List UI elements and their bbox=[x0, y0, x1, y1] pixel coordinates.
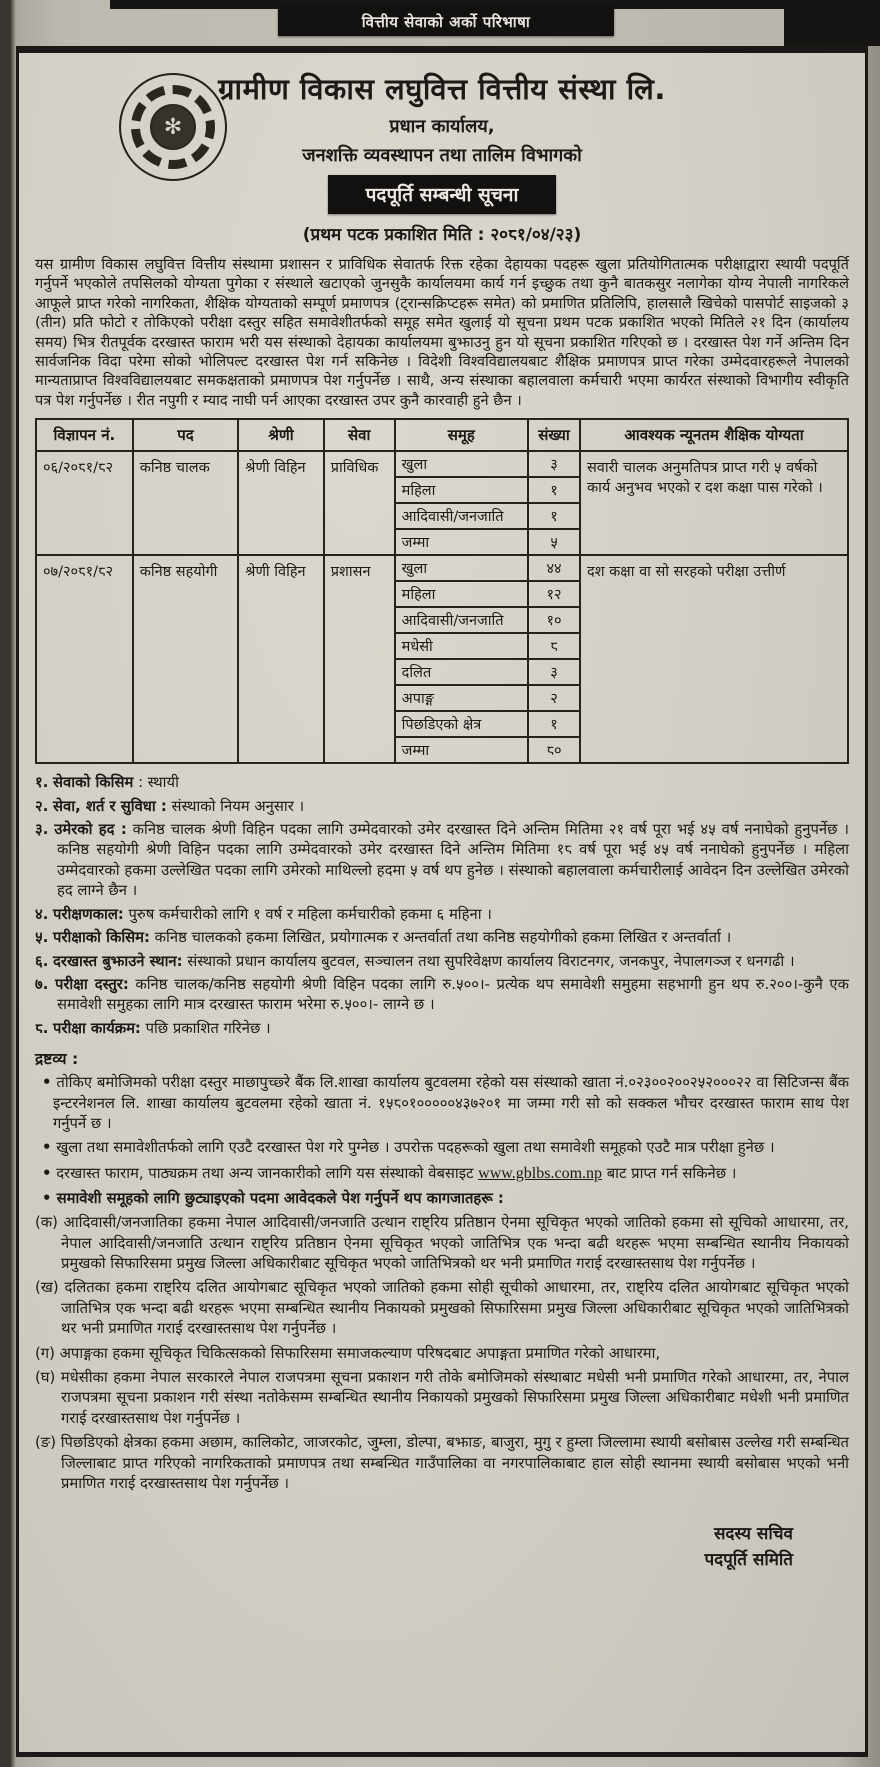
term-label: उमेरको हद : bbox=[54, 821, 127, 839]
vacancy-table bbox=[35, 418, 849, 764]
note-bullet-2 bbox=[35, 1138, 849, 1158]
seal-ring bbox=[131, 85, 215, 169]
column-header-grade: श्रेणी bbox=[238, 419, 324, 451]
qualification-cell: सवारी चालक अनुमतिपत्र प्राप्त गरी ५ वर्षको कार्य अनुभव भएको र दश कक्षा पास गरेको । bbox=[580, 451, 848, 555]
bullet-dot-icon: • bbox=[42, 1139, 52, 1157]
notice-header bbox=[35, 67, 849, 245]
note-bullet-3 bbox=[35, 1163, 849, 1185]
note-bullet-1 bbox=[35, 1073, 849, 1134]
ad-number-cell: ०६/२०८१/८२ bbox=[36, 451, 133, 555]
term-number: ६. bbox=[35, 952, 49, 970]
lettered-item-ka bbox=[35, 1213, 849, 1274]
term-item-6 bbox=[35, 952, 849, 972]
term-item-5 bbox=[35, 928, 849, 948]
notice-border-box bbox=[16, 46, 868, 1757]
term-label: दरखास्त बुझाउने स्थान: bbox=[53, 952, 183, 970]
signature-block bbox=[35, 1521, 849, 1574]
term-label: सेवाको किसिम bbox=[53, 774, 134, 792]
term-label: परीक्षाको किसिम: bbox=[53, 929, 150, 947]
item-letter: (ख) bbox=[35, 1279, 59, 1297]
group-label-cell: जम्मा bbox=[395, 737, 528, 763]
note-bullet-text: दरखास्त फाराम, पाठ्यक्रम तथा अन्य जानकारीको लागि यस संस्थाको वेबसाइट bbox=[56, 1164, 479, 1182]
group-count-cell: ४४ bbox=[528, 555, 580, 581]
term-text: संस्थाको प्रधान कार्यालय बुटवल, सञ्चालन तथा सुपरिवेक्षण कार्यालय विराटनगर, जनकपुर, नेपालगञ्ज र धनगढी । bbox=[187, 952, 795, 970]
term-item-1 bbox=[35, 773, 849, 793]
ad-number-cell: ०७/२०८१/८२ bbox=[36, 555, 133, 763]
scan-corner-block bbox=[784, 0, 880, 46]
term-item-7 bbox=[35, 975, 849, 1016]
column-header-service: सेवा bbox=[324, 419, 395, 451]
lettered-item-kha bbox=[35, 1278, 849, 1339]
term-text: पुरुष कर्मचारीको लागि १ वर्ष र महिला कर्मचारीको हकमा ६ महिना । bbox=[128, 905, 492, 923]
group-count-cell: १ bbox=[528, 477, 580, 503]
department-line: जनशक्ति व्यवस्थापन तथा तालिम विभागको bbox=[302, 145, 582, 166]
group-count-cell: ३ bbox=[528, 659, 580, 685]
group-label-cell: आदिवासी/जनजाति bbox=[395, 607, 528, 633]
term-number: ३. bbox=[35, 821, 49, 839]
note-bullet-4 bbox=[35, 1189, 849, 1209]
website-link: www.gblbs.com.np bbox=[478, 1164, 603, 1182]
term-text: कनिष्ठ चालकको हकमा लिखित, प्रयोगात्मक र अन्तर्वार्ता तथा कनिष्ठ सहयोगीको हकमा लिखित र अन्तर्वार्ता । bbox=[154, 929, 732, 947]
group-label-cell: मधेसी bbox=[395, 633, 528, 659]
newspaper-section-banner bbox=[278, 7, 614, 36]
bullet-dot-icon: • bbox=[42, 1074, 52, 1092]
bullet-dot-icon: • bbox=[42, 1189, 52, 1207]
post-cell: कनिष्ठ सहयोगी bbox=[133, 555, 238, 763]
term-text: कनिष्ठ चालक श्रेणी विहिन पदका लागि उम्मेदवारको उमेर दरखास्त दिने अन्तिम मितिमा २१ वर्ष पूरा भई ४५ वर्ष ननाघेको हुनुपर्नेछ । कनिष्ठ सहयोगी श्रेणी विहिन पदका लागि उम्मेदवारको उमेर दरखास्त दिने अन्तिम मितिमा १८ वर्ष पूरा भई ४५ वर्ष ननाघेको हुनुपर्नेछ । महिला उम्मेदवारको हकमा उल्लेखित पदका लागि उमेरको माथिल्लो हदमा ५ वर्ष थप हुनेछ । संस्थाको बहालवाला कर्मचारीलाई आवेदन दिन उल्लेखित उमेरको हद लाग्ने छैन । bbox=[57, 821, 849, 900]
published-date-line: (प्रथम पटक प्रकाशित मिति : २०८१/०४/२३) bbox=[302, 225, 582, 245]
column-header-ad-no: विज्ञापन नं. bbox=[36, 419, 133, 451]
signature-committee: पदपूर्ति समिति bbox=[704, 1549, 793, 1570]
banner-text: वित्तीय सेवाको अर्को परिभाषा bbox=[361, 12, 531, 31]
item-text: अपाङ्गका हकमा सूचिकृत चिकित्सकको सिफारिसमा समाजकल्याण परिषदबाट अपाङ्गता प्रमाणित गरेको आधारमा, bbox=[59, 1344, 661, 1362]
note-bullet-text: खुला तथा समावेशीतर्फको लागि एउटै दरखास्त पेश गरे पुग्नेछ । उपरोक्त पदहरूको खुला तथा समावेशी समूहको एउटै मात्र परीक्षा हुनेछ । bbox=[56, 1139, 775, 1157]
lettered-item-gha bbox=[35, 1368, 849, 1429]
term-number: ५. bbox=[35, 929, 49, 947]
grade-cell: श्रेणी विहिन bbox=[238, 555, 324, 763]
lettered-item-ga bbox=[35, 1344, 849, 1364]
group-label-cell: खुला bbox=[395, 555, 528, 581]
post-cell: कनिष्ठ चालक bbox=[133, 451, 238, 555]
item-text: आदिवासी/जनजातिका हकमा नेपाल आदिवासी/जनजाति उत्थान राष्ट्रिय प्रतिष्ठान ऐनमा सूचिकृत भएको जातिको हकमा सो सूचिको आधारमा, तर, नेपाल आदिवासी/जनजाति उत्थान राष्ट्रिय प्रतिष्ठान ऐनमा सूचिकृत भएको जातिभित्र एक भन्दा बढी थरहरू भएमा सम्बन्धित स्थानीय निकायको प्रमुखको सिफारिसमा प्रमुख जिल्ला अधिकारीबाट सूचिकृत भएको जातिभित्रको थर भनी प्रमाणित गराई दरखास्तसाथ पेश गर्नुपर्नेछ । bbox=[61, 1214, 849, 1273]
group-count-cell: २ bbox=[528, 685, 580, 711]
group-count-cell: ३ bbox=[528, 451, 580, 477]
term-number: २. bbox=[35, 797, 49, 815]
group-label-cell: जम्मा bbox=[395, 529, 528, 555]
item-letter: (क) bbox=[35, 1214, 58, 1232]
term-item-3 bbox=[35, 820, 849, 902]
item-text: दलितका हकमा राष्ट्रिय दलित आयोगबाट सूचिकृत भएको जातिको हकमा सोही सूचीको आधारमा, तर, राष्ट्रिय दलित आयोगबाट सूचिकृत भएको जातिभित्र एक भन्दा बढी थरहरू भएमा सम्बन्धित स्थानीय निकायको प्रमुखको सिफारिसमा प्रमुख जिल्ला अधिकारीबाट सूचिकृत भएको जातिभित्रको थर भनी प्रमाणित गराई दरखास्तसाथ पेश गर्नुपर्नेछ । bbox=[61, 1279, 849, 1338]
table-row bbox=[36, 555, 848, 581]
item-letter: (ङ) bbox=[35, 1434, 56, 1452]
head-office-line: प्रधान कार्यालय, bbox=[389, 116, 495, 137]
group-label-cell: खुला bbox=[395, 451, 528, 477]
signature-role: सदस्य सचिव bbox=[713, 1523, 793, 1544]
group-count-cell: ८ bbox=[528, 633, 580, 659]
group-count-cell: १० bbox=[528, 607, 580, 633]
item-letter: (ग) bbox=[35, 1344, 55, 1362]
term-item-4 bbox=[35, 905, 849, 925]
qualification-cell: दश कक्षा वा सो सरहको परीक्षा उत्तीर्ण bbox=[580, 555, 848, 763]
grade-cell: श्रेणी विहिन bbox=[238, 451, 324, 555]
intro-paragraph: यस ग्रामीण विकास लघुवित्त वित्तीय संस्थामा प्रशासन र प्राविधिक सेवातर्फ रिक्त रहेका देहायका पदहरू खुला प्रतियोगितात्मक परीक्षाद्वारा स्थायी पदपूर्ति गर्नुपर्ने भएकोले तपसिलको योग्यता पुगेका र संस्थाले खटाएको जुनसुकै कार्यालयमा कार्य गर्न इच्छुक तथा कुनै बातकसुर नलागेका योग्य नेपाली नागरिकले आफूले प्राप्त गरेको नागरिकता, शैक्षिक योग्यताको सम्पूर्ण प्रमाणपत्र (ट्रान्सक्रिप्टहरू समेत) को प्रमाणित प्रतिलिपि, हालसालै खिचेको पासपोर्ट साइजको ३ (तीन) प्रति फोटो र तोकिएको परीक्षा दस्तुर सहित समावेशीतर्फको समूह समेत खुलाई यो सूचना प्रथम पटक प्रकाशित भएको मितिले २१ दिन (कार्यालय समय) भित्र रीतपूर्वक दरखास्त फाराम भरी यस संस्थाको देहायका कार्यालयमा बुझाउनु हुन यो सूचना प्रकाशित गरिएको छ । दरखास्त पेश गर्ने अन्तिम दिन सार्वजनिक विदा परेमा सोको भोलिपल्ट दरखास्त पेश गर्न सकिनेछ । विदेशी विश्वविद्यालयबाट शैक्षिक प्रमाणपत्र प्राप्त गरेका उम्मेदवारहरूले नेपालको मान्यताप्राप्त विश्वविद्यालयबाट समकक्षताको प्रमाणपत्र पेश गर्नुपर्नेछ । साथै, अन्य संस्थाका बहालवाला कर्मचारी भएमा कार्यरत संस्थाको विभागीय स्वीकृति पत्र पेश गर्नुपर्नेछ । रीत नपुगी र म्याद नाघी पर्न आएका दरखास्त उपर कुनै कारवाही हुने छैन । bbox=[35, 256, 849, 409]
group-label-cell: आदिवासी/जनजाति bbox=[395, 503, 528, 529]
group-label-cell: दलित bbox=[395, 659, 528, 685]
term-label: सेवा, शर्त र सुविधा : bbox=[53, 797, 167, 815]
note-heading: द्रष्टव्य : bbox=[35, 1050, 79, 1069]
group-label-cell: पिछडिएको क्षेत्र bbox=[395, 711, 528, 737]
group-count-cell: ५ bbox=[528, 529, 580, 555]
term-label: परीक्षणकाल: bbox=[53, 905, 124, 923]
organization-seal-logo bbox=[119, 73, 227, 181]
table-row bbox=[36, 451, 848, 477]
term-number: ८. bbox=[35, 1019, 49, 1037]
notice-title: पदपूर्ति सम्बन्धी सूचना bbox=[328, 175, 557, 214]
group-label-cell: महिला bbox=[395, 477, 528, 503]
column-header-count: संख्या bbox=[528, 419, 580, 451]
service-cell: प्राविधिक bbox=[324, 451, 395, 555]
term-number: ७. bbox=[35, 975, 49, 993]
term-number: १. bbox=[35, 774, 49, 792]
group-count-cell: १ bbox=[528, 503, 580, 529]
organization-name: ग्रामीण विकास लघुवित्त वित्तीय संस्था लि. bbox=[218, 72, 666, 106]
term-text: : स्थायी bbox=[138, 774, 179, 792]
note-bullet-text: बाट प्राप्त गर्न सकिनेछ । bbox=[602, 1164, 737, 1182]
term-text: संस्थाको नियम अनुसार । bbox=[171, 797, 305, 815]
term-item-2 bbox=[35, 797, 849, 817]
term-label: परीक्षा कार्यक्रम: bbox=[53, 1019, 141, 1037]
table-header-row bbox=[36, 419, 848, 451]
item-letter: (घ) bbox=[35, 1369, 56, 1387]
item-text: पिछडिएको क्षेत्रका हकमा अछाम, कालिकोट, जाजरकोट, जुम्ला, डोल्पा, बझाङ, बाजुरा, मुगु र हुम्ला जिल्लामा स्थायी बसोबास उल्लेख गरी सम्बन्धित जिल्लाबाट प्राप्त गरिएको नागरिकताको प्रमाणपत्र तथा सम्बन्धित गाउँपालिका वा नगरपालिकाबाट हाल सोही स्थानमा स्थायी बसोबास भएको भनी प्रमाणित गराई दरखास्तसाथ पेश गर्नुपर्नेछ । bbox=[60, 1434, 849, 1493]
note-bullet-text: तोकिए बमोजिमको परीक्षा दस्तुर माछापुच्छ्रे बैंक लि.शाखा कार्यालय बुटवलमा रहेको यस संस्थाको खाता नं.०२३००२००२५२०००२२ वा सिटिजन्स बैंक इन्टरनेशनल लि. शाखा कार्यालय बुटवलमा रहेको खाता नं. १५८०१०००००४३७२०१ मा जम्मा गरी सो को सक्कल भौचर दरखास्त फाराम साथ पेश गर्नुपर्ने छ । bbox=[53, 1074, 849, 1132]
group-count-cell: १ bbox=[528, 711, 580, 737]
terms-list bbox=[35, 773, 849, 1039]
service-cell: प्रशासन bbox=[324, 555, 395, 763]
bullet-dot-icon: • bbox=[42, 1164, 52, 1182]
lettered-item-nga bbox=[35, 1433, 849, 1494]
note-bullet-text: समावेशी समूहको लागि छुट्याइएको पदमा आवेदकले पेश गर्नुपर्ने थप कागजातहरू : bbox=[56, 1189, 504, 1207]
term-text: पछि प्रकाशित गरिनेछ । bbox=[145, 1019, 271, 1037]
group-label-cell: महिला bbox=[395, 581, 528, 607]
term-item-8 bbox=[35, 1019, 849, 1039]
item-text: मधेसीका हकमा नेपाल सरकारले नेपाल राजपत्रमा सूचना प्रकाशन गरी तोके बमोजिमको संस्थाबाट मधेसी भनी प्रमाणित गरेको आधारमा, तर, नेपाल राजपत्रमा सूचना प्रकाशन गरी संस्था नतोकेसम्म सम्बन्धित स्थानीय निकायको प्रमुखको सिफारिसमा प्रमुख जिल्ला अधिकारीबाट मधेशी भनी प्रमाणित गराई दरखास्तसाथ पेश गर्नुपर्नेछ । bbox=[60, 1369, 849, 1427]
group-count-cell: ८० bbox=[528, 737, 580, 763]
column-header-post: पद bbox=[133, 419, 238, 451]
column-header-group: समूह bbox=[395, 419, 528, 451]
term-number: ४. bbox=[35, 905, 49, 923]
term-label: परीक्षा दस्तुर: bbox=[54, 975, 129, 993]
group-label-cell: अपाङ्ग bbox=[395, 685, 528, 711]
seal-emblem-icon: ✻ bbox=[150, 104, 196, 150]
column-header-qualification: आवश्यक न्यूनतम शैक्षिक योग्यता bbox=[580, 419, 848, 451]
term-text: कनिष्ठ चालक/कनिष्ठ सहयोगी श्रेणी विहिन पदका लागि रु.५००।- प्रत्येक थप समावेशी समुहमा सहभागी हुन थप रु.२००।-कुनै एक समावेशी समुहका लागि मात्र दरखास्त फाराम भरेमा रु.५००।- लाग्ने छ । bbox=[57, 975, 849, 1014]
group-count-cell: १२ bbox=[528, 581, 580, 607]
